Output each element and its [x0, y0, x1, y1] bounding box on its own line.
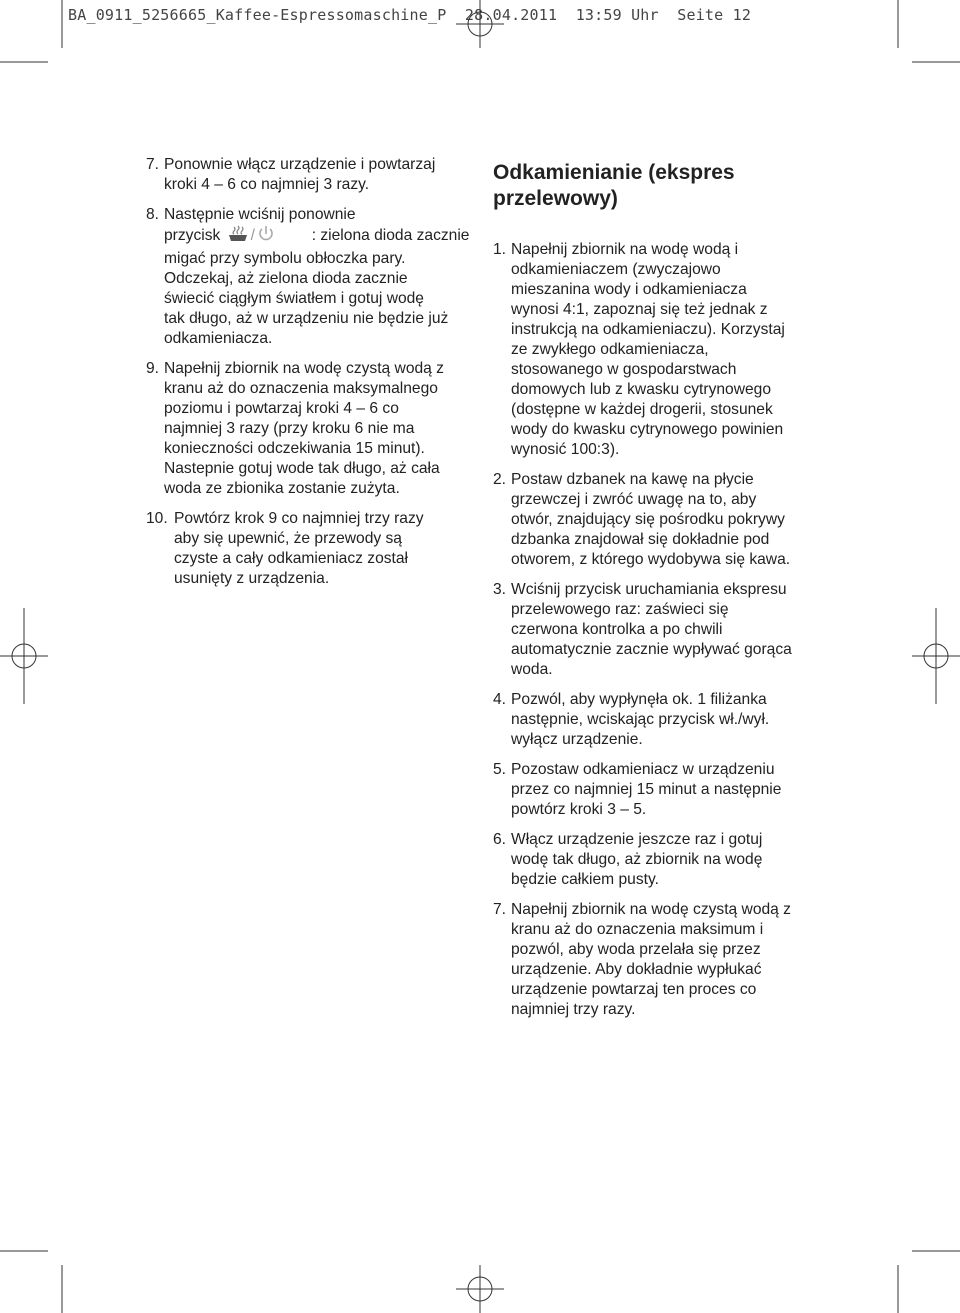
right-column [493, 160, 823, 1030]
step-4-right [493, 690, 823, 750]
step-line-part: przycisk [164, 227, 221, 244]
left-column [146, 155, 481, 599]
step-line: grzewczej i zwróć uwagę na to, aby [511, 491, 757, 508]
step-line: Następnie wciśnij ponownie [164, 206, 356, 223]
step-3-right [493, 580, 823, 680]
step-line: urządzenie. Aby dokładnie wypłukać [511, 961, 762, 978]
step-9-left [146, 359, 481, 499]
step-line: czyste a cały odkamieniacz został [174, 550, 409, 567]
step-number: 5. [493, 761, 507, 778]
step-10-left [146, 509, 481, 589]
step-line: Powtórz krok 9 co najmniej trzy razy [174, 510, 424, 527]
step-line: Pozostaw odkamieniacz w urządzeniu [511, 761, 775, 778]
step-line: tak długo, aż w urządzeniu nie będzie już [164, 310, 449, 327]
step-line: Pozwól, aby wypłynęła ok. 1 filiżanka [511, 691, 767, 708]
power-icon [257, 225, 275, 249]
step-line: najmniej trzy razy. [511, 1001, 636, 1018]
step-line: dzbanka znajdował się dokładnie pod [511, 531, 770, 548]
step-number: 8. [146, 206, 160, 223]
heading-line: Odkamienianie (ekspres [493, 161, 735, 184]
step-line: Wciśnij przycisk uruchamiania ekspresu [511, 581, 787, 598]
step-line: woda ze zbionika zostanie zużyta. [164, 480, 400, 497]
step-line: następnie, wciskając przycisk wł./wył. [511, 711, 770, 728]
step-number: 1. [493, 241, 507, 258]
step-7-right [493, 900, 823, 1020]
step-line: wynosi 4:1, zapoznaj się też jednak z [511, 301, 768, 318]
step-line: przez co najmniej 15 minut a następnie [511, 781, 782, 798]
registration-mark-top [456, 0, 504, 48]
step-line: Napełnij zbiornik na wodę wodą i [511, 241, 739, 258]
step-line: otwór, znajdujący się pośrodku pokrywy [511, 511, 785, 528]
step-line: aby się upewnić, że przewody są [174, 530, 402, 547]
step-2-right [493, 470, 823, 570]
step-line: domowych lub z kwasku cytrynowego [511, 381, 772, 398]
registration-mark-bottom [456, 1265, 504, 1313]
step-line: kranu aż do oznaczenia maksymalnego [164, 380, 438, 397]
step-line: stosowanego w gospodarstwach [511, 361, 737, 378]
step-line: kroki 4 – 6 co najmniej 3 razy. [164, 176, 370, 193]
step-line: wody do kwasku cytrynowego powinien [511, 421, 784, 438]
step-line: poziomu i powtarzaj kroki 4 – 6 co [164, 400, 399, 417]
step-line: świecić ciągłym światłem i gotuj wodę [164, 290, 424, 307]
step-1-right [493, 240, 823, 460]
step-6-right [493, 830, 823, 890]
step-line-part: : zielona dioda zacznie [311, 227, 470, 244]
step-number: 6. [493, 831, 507, 848]
step-number: 9. [146, 360, 160, 377]
step-line: będzie całkiem pusty. [511, 871, 659, 888]
step-line: mieszanina wody i odkamieniacza [511, 281, 747, 298]
step-7-left [146, 155, 481, 195]
step-5-right [493, 760, 823, 820]
step-line: Ponownie włącz urządzenie i powtarzaj [164, 156, 436, 173]
step-line: najmniej 3 razy (przy kroku 6 nie ma [164, 420, 415, 437]
step-line: czerwona kontrolka a po chwili [511, 621, 723, 638]
step-number: 3. [493, 581, 507, 598]
step-line: instrukcją na odkamieniaczu). Korzystaj [511, 321, 785, 338]
step-line: wyłącz urządzenie. [511, 731, 643, 748]
step-line: otworem, z którego wydobywa się kawa. [511, 551, 791, 568]
step-number: 10. [146, 510, 168, 527]
step-line: pozwól, aby woda przelała się przez [511, 941, 761, 958]
step-line: konieczności odczekiwania 15 minut). [164, 440, 425, 457]
step-line: (dostępne w każdej drogerii, stosunek [511, 401, 773, 418]
step-number: 7. [493, 901, 507, 918]
step-line: wynosić 100:3). [511, 441, 620, 458]
step-line: Napełnij zbiornik na wodę czystą wodą z [164, 360, 444, 377]
step-line: kranu aż do oznaczenia maksimum i [511, 921, 764, 938]
registration-mark-right [912, 608, 960, 704]
step-line: wodę tak długo, aż zbiornik na wodę [511, 851, 763, 868]
step-number: 4. [493, 691, 507, 708]
heading-line: przelewowy) [493, 187, 618, 210]
step-number: 7. [146, 156, 160, 173]
step-line: migać przy symbolu obłoczka pary. [164, 250, 406, 267]
step-line: woda. [511, 661, 553, 678]
step-line: Włącz urządzenie jeszcze raz i gotuj [511, 831, 763, 848]
section-heading [493, 160, 823, 212]
step-number: 2. [493, 471, 507, 488]
step-line: Nastepnie gotuj wode tak długo, aż cała [164, 460, 440, 477]
steam-icon [227, 225, 249, 249]
step-line: usunięty z urządzenia. [174, 570, 330, 587]
step-line-with-icons: przycisk / : zielona dioda zacznie [164, 225, 481, 249]
registration-mark-left [0, 608, 48, 704]
step-line: urządzenie powtarzaj ten proces co [511, 981, 757, 998]
step-line: odkamieniaczem (zwyczajowo [511, 261, 721, 278]
step-8-left [146, 205, 481, 349]
step-line: powtórz kroki 3 – 5. [511, 801, 647, 818]
step-line: odkamieniacza. [164, 330, 273, 347]
step-line: automatycznie zacznie wypływać gorąca [511, 641, 792, 658]
step-line: Napełnij zbiornik na wodę czystą wodą z [511, 901, 791, 918]
step-line: przelewowego raz: zaświeci się [511, 601, 729, 618]
step-line: Postaw dzbanek na kawę na płycie [511, 471, 754, 488]
step-line: Odczekaj, aż zielona dioda zacznie [164, 270, 408, 287]
step-line: ze zwykłego odkamieniacza, [511, 341, 709, 358]
print-slug: BA_0911_5256665_Kaffee-Espressomaschine_P 28.04.2011 13:59 Uhr Seite 12 [68, 6, 752, 24]
